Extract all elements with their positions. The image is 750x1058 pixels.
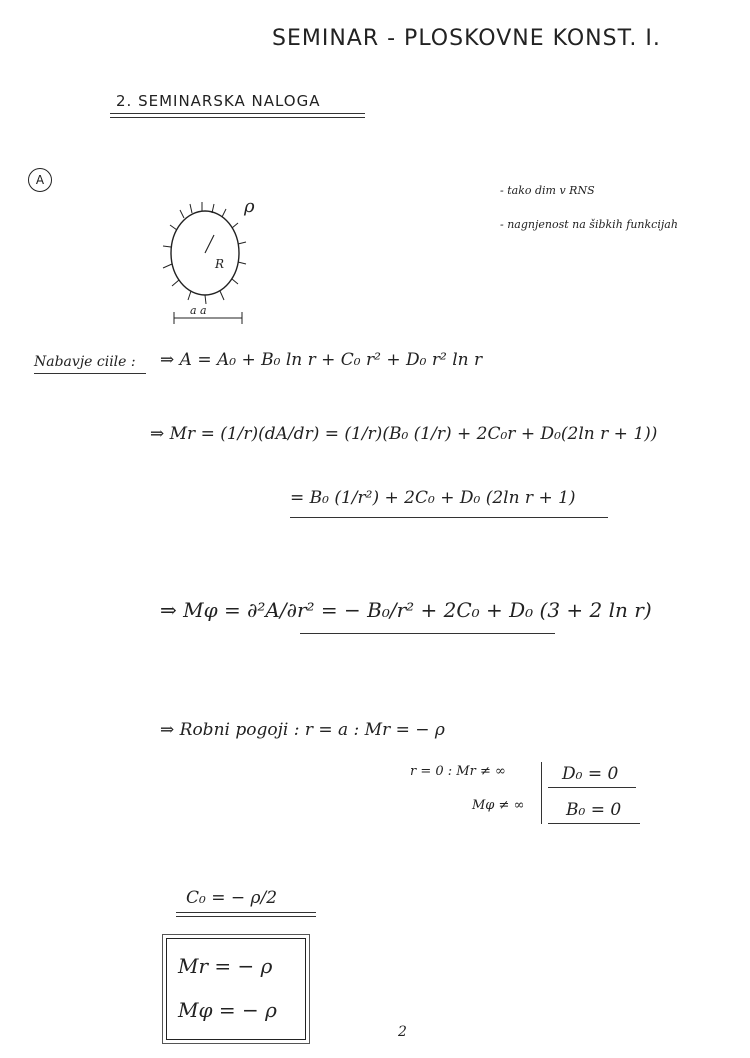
boundary-conditions: ⇒ Robni pogoji : r = a : Mr = − ρ <box>160 720 445 740</box>
radius-label: R <box>215 257 225 271</box>
circular-plate-diagram <box>160 190 280 330</box>
note-line-1: - tako dim v RNS <box>500 184 595 197</box>
final-moment-r: Mr = − ρ <box>178 954 273 978</box>
equation-1-label: Nabavje ciile : <box>34 354 136 370</box>
result-b0: B₀ = 0 <box>566 800 622 820</box>
conditions-brace <box>541 762 542 824</box>
label-underline <box>34 373 146 374</box>
task-marker: A <box>28 168 52 192</box>
equation-moment-r: ⇒ Mr = (1/r)(dA/dr) = (1/r)(B₀ (1/r) + 2C₀r + D₀(2ln r + 1)) <box>150 424 658 444</box>
radius-line <box>205 235 214 253</box>
note-line-2: - nagnjenost na šibkih funkcijah <box>500 218 678 231</box>
result-b0-underline <box>548 823 640 824</box>
load-label: ρ <box>244 196 255 217</box>
edge-load-arrows <box>163 202 246 304</box>
result-c0-underline <box>176 912 316 913</box>
final-moment-phi: Mφ = − ρ <box>178 998 277 1022</box>
result-c0-underline-second <box>176 916 316 917</box>
result-d0-underline <box>548 787 636 788</box>
dimension-label: a a <box>190 304 207 317</box>
equation-moment-phi: ⇒ Mφ = ∂²A/∂r² = − B₀/r² + 2C₀ + D₀ (3 + 2 ln r) <box>160 598 652 622</box>
result-c0: C₀ = − ρ/2 <box>186 888 278 908</box>
page-title: SEMINAR - PLOSKOVNE KONST. I. <box>272 26 661 51</box>
subtitle-underline <box>110 113 365 114</box>
equation-stress-function: ⇒ A = A₀ + B₀ ln r + C₀ r² + D₀ r² ln r <box>160 350 483 370</box>
equation-moment-r-simplified: = B₀ (1/r²) + 2C₀ + D₀ (2ln r + 1) <box>290 488 576 508</box>
result-d0: D₀ = 0 <box>562 764 619 784</box>
page-number: 2 <box>398 1024 407 1040</box>
condition-1: r = 0 : Mr ≠ ∞ <box>410 764 506 779</box>
equation-4-underline <box>300 633 555 634</box>
condition-2: Mφ ≠ ∞ <box>472 798 525 813</box>
subtitle-underline-second <box>110 117 365 118</box>
assignment-subtitle: 2. SEMINARSKA NALOGA <box>116 92 321 110</box>
equation-3-underline <box>290 517 608 518</box>
